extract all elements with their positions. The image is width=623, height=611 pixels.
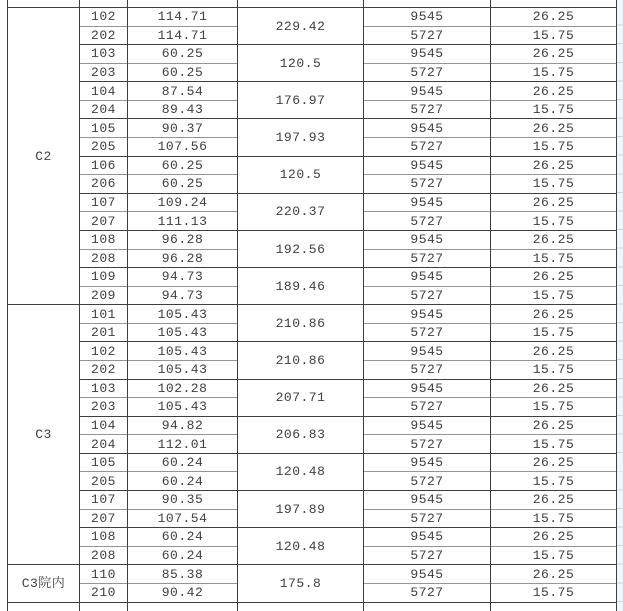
pair-total-cell[interactable]: 120.5 (238, 156, 364, 193)
amount-cell[interactable]: 9545 (364, 342, 491, 361)
amount-cell[interactable]: 5727 (364, 63, 491, 82)
room-number-cell[interactable]: 203 (80, 398, 128, 417)
column-gridline (237, 602, 238, 611)
room-number-cell[interactable]: 202 (80, 26, 128, 45)
room-number-cell[interactable]: 105 (80, 453, 128, 472)
amount-cell[interactable]: 5727 (364, 398, 491, 417)
room-area-cell[interactable]: 105.43 (128, 323, 238, 342)
amount-cell[interactable]: 9545 (364, 453, 491, 472)
room-number-cell[interactable]: 109 (80, 268, 128, 287)
amount-cell[interactable]: 9545 (364, 8, 491, 27)
amount-cell[interactable]: 9545 (364, 416, 491, 435)
room-area-cell[interactable]: 109.24 (128, 193, 238, 212)
room-number-cell[interactable]: 204 (80, 100, 128, 119)
pair-total-cell[interactable]: 197.93 (238, 119, 364, 156)
rate-cell[interactable]: 15.75 (491, 398, 617, 417)
amount-cell[interactable]: 5727 (364, 360, 491, 379)
room-number-cell[interactable]: 204 (80, 435, 128, 454)
room-area-cell[interactable]: 60.25 (128, 156, 238, 175)
room-number-cell[interactable]: 104 (80, 416, 128, 435)
room-area-cell[interactable]: 60.24 (128, 472, 238, 491)
room-area-cell[interactable]: 105.43 (128, 305, 238, 324)
rate-cell[interactable]: 26.25 (491, 82, 617, 101)
room-number-cell[interactable]: 205 (80, 472, 128, 491)
room-number-cell[interactable]: 206 (80, 175, 128, 194)
amount-cell[interactable]: 9545 (364, 491, 491, 510)
rate-cell[interactable]: 15.75 (491, 212, 617, 231)
amount-cell[interactable]: 5727 (364, 472, 491, 491)
room-area-cell[interactable]: 60.25 (128, 45, 238, 64)
pair-total-cell[interactable]: 120.48 (238, 453, 364, 490)
amount-cell[interactable]: 5727 (364, 249, 491, 268)
room-number-cell[interactable]: 102 (80, 8, 128, 27)
pair-total-cell[interactable]: 229.42 (238, 8, 364, 45)
room-number-cell[interactable]: 105 (80, 119, 128, 138)
pair-total-cell[interactable]: 120.48 (238, 528, 364, 565)
room-area-cell[interactable]: 114.71 (128, 8, 238, 27)
amount-cell[interactable]: 9545 (364, 119, 491, 138)
rate-cell[interactable]: 26.25 (491, 416, 617, 435)
amount-cell[interactable]: 5727 (364, 138, 491, 157)
rate-cell[interactable]: 26.25 (491, 491, 617, 510)
room-area-cell[interactable]: 111.13 (128, 212, 238, 231)
group-label-cell[interactable]: C3 (8, 305, 80, 565)
room-area-cell[interactable]: 94.73 (128, 268, 238, 287)
room-area-cell[interactable]: 87.54 (128, 82, 238, 101)
column-gridline (127, 0, 128, 7)
amount-cell[interactable]: 9545 (364, 45, 491, 64)
gutter-gridlines (617, 7, 623, 611)
rate-cell[interactable]: 26.25 (491, 8, 617, 27)
pair-total-cell[interactable]: 120.5 (238, 45, 364, 82)
rate-cell[interactable]: 15.75 (491, 175, 617, 194)
rate-cell[interactable]: 26.25 (491, 45, 617, 64)
room-number-cell[interactable]: 102 (80, 342, 128, 361)
rate-cell[interactable]: 15.75 (491, 472, 617, 491)
pair-total-cell[interactable]: 197.89 (238, 491, 364, 528)
amount-cell[interactable]: 9545 (364, 82, 491, 101)
rate-cell[interactable]: 15.75 (491, 249, 617, 268)
column-gridline (237, 0, 238, 7)
room-area-cell[interactable]: 90.35 (128, 491, 238, 510)
rate-cell[interactable]: 15.75 (491, 63, 617, 82)
pair-total-cell[interactable]: 206.83 (238, 416, 364, 453)
rate-cell[interactable]: 26.25 (491, 453, 617, 472)
room-area-cell[interactable]: 105.43 (128, 360, 238, 379)
room-area-cell[interactable]: 107.54 (128, 509, 238, 528)
room-number-cell[interactable]: 103 (80, 379, 128, 398)
room-number-cell[interactable]: 107 (80, 193, 128, 212)
rate-cell[interactable]: 15.75 (491, 509, 617, 528)
amount-cell[interactable]: 5727 (364, 546, 491, 565)
amount-cell[interactable]: 9545 (364, 156, 491, 175)
room-area-cell[interactable]: 105.43 (128, 342, 238, 361)
rate-cell[interactable]: 15.75 (491, 323, 617, 342)
pair-total-cell[interactable]: 207.71 (238, 379, 364, 416)
room-area-cell[interactable]: 102.28 (128, 379, 238, 398)
room-area-cell[interactable]: 60.24 (128, 453, 238, 472)
room-area-cell[interactable]: 114.71 (128, 26, 238, 45)
room-area-cell[interactable]: 94.73 (128, 286, 238, 305)
room-number-cell[interactable]: 201 (80, 323, 128, 342)
amount-cell[interactable]: 5727 (364, 26, 491, 45)
amount-cell[interactable]: 9545 (364, 230, 491, 249)
rate-cell[interactable]: 15.75 (491, 138, 617, 157)
rate-cell[interactable]: 26.25 (491, 268, 617, 287)
group-label-cell[interactable]: C3院内 (8, 565, 80, 602)
room-area-cell[interactable]: 96.28 (128, 230, 238, 249)
room-number-cell[interactable]: 106 (80, 156, 128, 175)
pair-total-cell[interactable]: 210.86 (238, 342, 364, 379)
room-number-cell[interactable]: 108 (80, 230, 128, 249)
room-number-cell[interactable]: 203 (80, 63, 128, 82)
rate-cell[interactable]: 26.25 (491, 119, 617, 138)
area-table (7, 7, 617, 603)
column-gridline (79, 602, 80, 611)
rate-cell[interactable]: 15.75 (491, 286, 617, 305)
amount-cell[interactable]: 5727 (364, 100, 491, 119)
rate-cell[interactable]: 15.75 (491, 100, 617, 119)
room-number-cell[interactable]: 108 (80, 528, 128, 547)
amount-cell[interactable]: 9545 (364, 528, 491, 547)
rate-cell[interactable]: 15.75 (491, 583, 617, 602)
room-area-cell[interactable]: 112.01 (128, 435, 238, 454)
column-gridline (7, 0, 8, 7)
rate-cell[interactable]: 26.25 (491, 342, 617, 361)
pair-total-cell[interactable]: 176.97 (238, 82, 364, 119)
amount-cell[interactable]: 5727 (364, 212, 491, 231)
room-number-cell[interactable]: 110 (80, 565, 128, 584)
amount-cell[interactable]: 9545 (364, 193, 491, 212)
room-area-cell[interactable]: 107.56 (128, 138, 238, 157)
room-area-cell[interactable]: 60.24 (128, 528, 238, 547)
pair-total-cell[interactable]: 192.56 (238, 230, 364, 267)
pair-total-cell[interactable]: 175.8 (238, 565, 364, 602)
room-area-cell[interactable]: 89.43 (128, 100, 238, 119)
rate-cell[interactable]: 26.25 (491, 379, 617, 398)
rate-cell[interactable]: 26.25 (491, 193, 617, 212)
rate-cell[interactable]: 15.75 (491, 360, 617, 379)
amount-cell[interactable]: 5727 (364, 435, 491, 454)
room-number-cell[interactable]: 208 (80, 249, 128, 268)
room-number-cell[interactable]: 101 (80, 305, 128, 324)
room-area-cell[interactable]: 60.25 (128, 175, 238, 194)
room-number-cell[interactable]: 103 (80, 45, 128, 64)
column-gridline (490, 0, 491, 7)
room-number-cell[interactable]: 202 (80, 360, 128, 379)
rate-cell[interactable]: 15.75 (491, 546, 617, 565)
room-area-cell[interactable]: 90.42 (128, 583, 238, 602)
room-area-cell[interactable]: 90.37 (128, 119, 238, 138)
room-number-cell[interactable]: 107 (80, 491, 128, 510)
rate-cell[interactable]: 26.25 (491, 230, 617, 249)
rate-cell[interactable]: 15.75 (491, 26, 617, 45)
amount-cell[interactable]: 5727 (364, 286, 491, 305)
column-gridline (363, 0, 364, 7)
column-gridline (7, 602, 8, 611)
pair-total-cell[interactable]: 210.86 (238, 305, 364, 342)
column-gridline (490, 602, 491, 611)
room-number-cell[interactable]: 207 (80, 509, 128, 528)
rate-cell[interactable]: 26.25 (491, 565, 617, 584)
pair-total-cell[interactable]: 189.46 (238, 268, 364, 305)
rate-cell[interactable]: 26.25 (491, 305, 617, 324)
room-number-cell[interactable]: 209 (80, 286, 128, 305)
room-area-cell[interactable]: 85.38 (128, 565, 238, 584)
pair-total-cell[interactable]: 220.37 (238, 193, 364, 230)
room-number-cell[interactable]: 207 (80, 212, 128, 231)
rate-cell[interactable]: 26.25 (491, 528, 617, 547)
amount-cell[interactable]: 5727 (364, 509, 491, 528)
room-area-cell[interactable]: 105.43 (128, 398, 238, 417)
amount-cell[interactable]: 9545 (364, 565, 491, 584)
rate-cell[interactable]: 15.75 (491, 435, 617, 454)
room-number-cell[interactable]: 104 (80, 82, 128, 101)
rate-cell[interactable]: 26.25 (491, 156, 617, 175)
right-gutter (617, 0, 623, 611)
column-gridline (79, 0, 80, 7)
room-number-cell[interactable]: 205 (80, 138, 128, 157)
amount-cell[interactable]: 5727 (364, 583, 491, 602)
room-area-cell[interactable]: 96.28 (128, 249, 238, 268)
room-number-cell[interactable]: 208 (80, 546, 128, 565)
room-area-cell[interactable]: 94.82 (128, 416, 238, 435)
group-label-cell[interactable]: C2 (8, 8, 80, 305)
column-gridline (363, 602, 364, 611)
amount-cell[interactable]: 5727 (364, 175, 491, 194)
room-area-cell[interactable]: 60.24 (128, 546, 238, 565)
column-gridline (127, 602, 128, 611)
room-number-cell[interactable]: 210 (80, 583, 128, 602)
amount-cell[interactable]: 9545 (364, 379, 491, 398)
amount-cell[interactable]: 9545 (364, 305, 491, 324)
amount-cell[interactable]: 9545 (364, 268, 491, 287)
amount-cell[interactable]: 5727 (364, 323, 491, 342)
room-area-cell[interactable]: 60.25 (128, 63, 238, 82)
